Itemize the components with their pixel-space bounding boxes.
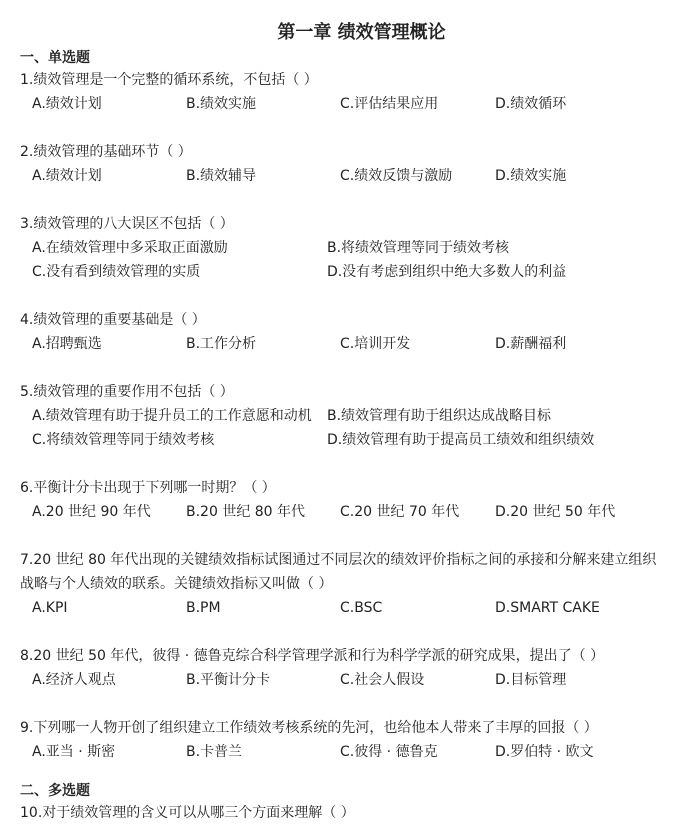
question-7 <box>0 548 683 620</box>
options-row <box>32 668 683 692</box>
question-4 <box>0 308 683 356</box>
question-text: 4.绩效管理的重要基础是（ ） <box>20 312 206 328</box>
option-a: A.20 世纪 90 年代 <box>32 504 151 520</box>
option-d: D.罗伯特 · 欧文 <box>495 744 594 760</box>
question-10 <box>0 801 683 825</box>
option-d: D.薪酬福利 <box>495 336 567 352</box>
options-row <box>32 428 683 452</box>
option-a: A.经济人观点 <box>32 672 116 688</box>
options-row <box>32 500 683 524</box>
option-a: A.亚当 · 斯密 <box>32 744 116 760</box>
options-row <box>32 164 683 188</box>
options-row <box>32 404 683 428</box>
question-text: 10.对于绩效管理的含义可以从哪三个方面来理解（ ） <box>20 805 355 821</box>
options-row <box>32 92 683 116</box>
question-3 <box>0 212 683 284</box>
question-text: 7.20 世纪 80 年代出现的关键绩效指标试图通过不同层次的绩效评价指标之间的承接和分解来建立组织战略与个人绩效的联系。关键绩效指标又叫做（ ） <box>20 552 657 592</box>
option-a: A.绩效管理有助于提升员工的工作意愿和动机 <box>32 408 312 424</box>
option-a: A.绩效计划 <box>32 168 102 184</box>
options-row <box>32 332 683 356</box>
question-text: 6.平衡计分卡出现于下列哪一时期？（ ） <box>20 480 276 496</box>
option-c: C.社会人假设 <box>340 672 425 688</box>
option-c: C.评估结果应用 <box>340 96 439 112</box>
option-b: B.PM <box>186 600 221 616</box>
option-d: D.没有考虑到组织中绝大多数人的利益 <box>327 264 567 280</box>
option-c: C.BSC <box>340 600 383 616</box>
option-c: C.培训开发 <box>340 336 411 352</box>
option-b: B.卡普兰 <box>186 744 243 760</box>
question-6 <box>0 476 683 524</box>
option-d: D.绩效循环 <box>495 96 567 112</box>
question-text: 5.绩效管理的重要作用不包括（ ） <box>20 384 234 400</box>
question-5 <box>0 380 683 452</box>
option-b: B.20 世纪 80 年代 <box>186 504 306 520</box>
options-row <box>32 740 683 764</box>
section-heading-single-choice: 一、单选题 <box>20 50 90 66</box>
option-b: B.绩效辅导 <box>186 168 257 184</box>
option-b: B.绩效管理有助于组织达成战略目标 <box>327 408 552 424</box>
option-c: C.绩效反馈与激励 <box>340 168 453 184</box>
options-row <box>32 596 683 620</box>
option-d: D.SMART CAKE <box>495 600 600 616</box>
option-b: B.平衡计分卡 <box>186 672 271 688</box>
options-row <box>32 260 683 284</box>
question-text: 1.绩效管理是一个完整的循环系统，不包括（ ） <box>20 72 318 88</box>
question-2 <box>0 140 683 188</box>
option-d: D.20 世纪 50 年代 <box>495 504 616 520</box>
option-a: A.KPI <box>32 600 68 616</box>
question-8 <box>0 644 683 692</box>
option-a: A.招聘甄选 <box>32 336 102 352</box>
option-c: C.20 世纪 70 年代 <box>340 504 460 520</box>
question-text: 9.下列哪一人物开创了组织建立工作绩效考核系统的先河，也给他本人带来了丰厚的回报（ ） <box>20 720 598 736</box>
option-b: B.工作分析 <box>186 336 257 352</box>
option-d: D.绩效管理有助于提高员工绩效和组织绩效 <box>327 432 595 448</box>
section-heading-multiple-choice: 二、多选题 <box>20 783 90 799</box>
option-c: C.将绩效管理等同于绩效考核 <box>32 432 215 448</box>
chapter-title: 第一章 绩效管理概论 <box>277 22 446 43</box>
question-9 <box>0 716 683 764</box>
option-c: C.没有看到绩效管理的实质 <box>32 264 201 280</box>
question-text: 3.绩效管理的八大误区不包括（ ） <box>20 216 234 232</box>
question-1 <box>0 68 683 116</box>
question-text: 2.绩效管理的基础环节（ ） <box>20 144 192 160</box>
option-b: B.将绩效管理等同于绩效考核 <box>327 240 510 256</box>
option-c: C.彼得 · 德鲁克 <box>340 744 438 760</box>
options-row <box>32 236 683 260</box>
option-a: A.绩效计划 <box>32 96 102 112</box>
option-a: A.在绩效管理中多采取正面激励 <box>32 240 228 256</box>
option-b: B.绩效实施 <box>186 96 257 112</box>
question-text: 8.20 世纪 50 年代，彼得 · 德鲁克综合科学管理学派和行为科学学派的研究成果，提出了（ ） <box>20 648 605 664</box>
option-d: D.目标管理 <box>495 672 567 688</box>
option-d: D.绩效实施 <box>495 168 567 184</box>
